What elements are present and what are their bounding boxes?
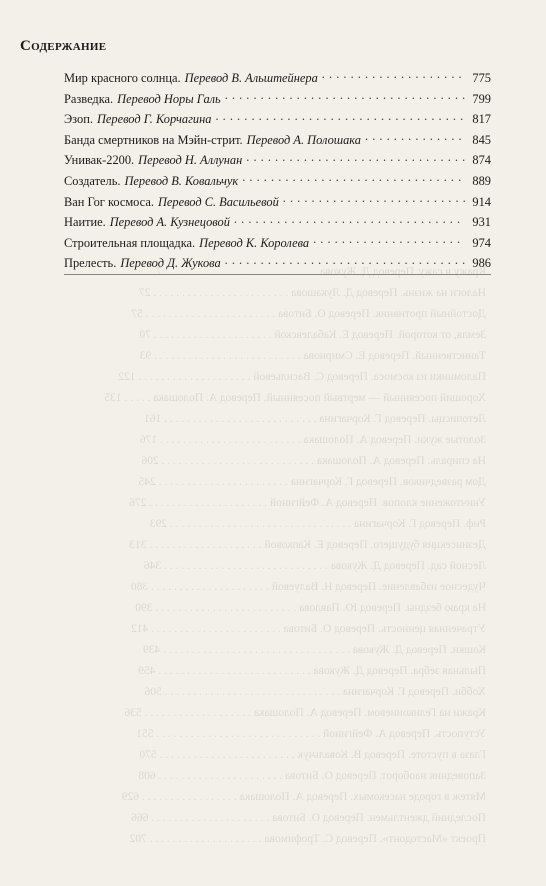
toc-entry[interactable]	[64, 192, 491, 213]
entry-translator: Перевод С. Васильевой	[157, 194, 279, 209]
entry-translator: Перевод Норы Галь	[117, 91, 221, 106]
toc-entry[interactable]	[64, 212, 491, 233]
dot-leader	[322, 68, 465, 82]
entry-translator: Перевод А. Полошака	[246, 132, 361, 147]
entry-page-number: 974	[472, 235, 491, 250]
entry-title: Прелесть.	[64, 256, 117, 271]
entry-page-number: 914	[472, 194, 491, 209]
toc-entry[interactable]	[64, 68, 491, 89]
dot-leader	[215, 109, 465, 123]
entry-title: Мир красного солнца.	[64, 71, 181, 85]
entry-page-number: 889	[472, 173, 491, 188]
entry-page-number: 931	[472, 215, 491, 230]
entry-translator: Перевод В. Альштейнера	[184, 71, 318, 85]
dot-leader	[283, 192, 465, 206]
dot-leader	[365, 130, 465, 144]
entry-title: Разведка.	[64, 91, 114, 106]
entry-title: Унивак-2200.	[64, 153, 135, 168]
entry-title: Банда смертников на Мэйн-стрит.	[64, 132, 243, 147]
entry-page-number: 845	[472, 132, 491, 147]
bleed-through-text: Кражу в сажу. Перевод Д. Жукова . . . . . . . . . . . . . . . . . . . . . . . . . . . 7 Налоги на жизнь. Перевод Д. Лукашова . . . . . . . . . . . . . . . . . . . . . . . . 27 Достойный противник. Перевод О. Битова . . . . . . . . . . . . . . . . . . . . . . . 57 Земля, от которой. Перевод Е. Кабалевской . . . . . . . . . . . . . . . . . . . . . 70 Таинственный. Перевод Е. Смирнова . . . . . . . . . . . . . . . . . . . . . . . . . . 93 Паломники из космоса. Перевод С. Васильевой . . . . . . . . . . . . . . . . . . . . 122 Хороший посеянный — мертвый посеянный. Перевод А. Полошака . . . . . 135 Летописцы. Перевод Г. Корчагина . . . . . . . . . . . . . . . . . . . . . . . . . . . 161 Золотые жуки. Перевод А. Полошака . . . . . . . . . . . . . . . . . . . . . . . . . 176 На спираль. Перевод А. Полошака . . . . . . . . . . . . . . . . . . . . . . . . . . . 206 Дом разведчиков. Перевод Г. Корчагина . . . . . . . . . . . . . . . . . . . . . . . 245 Уничтожение клопов. Перевод А. Фейгиной . . . . . . . . . . . . . . . . . . . . . 276 Риф. Перевод Г. Корчагина . . . . . . . . . . . . . . . . . . . . . . . . . . . . . . . . 293 Дезинсекция будущего. Перевод Е. Капковой . . . . . . . . . . . . . . . . . . . . 313 Лесной сад. Перевод Д. Жукова . . . . . . . . . . . . . . . . . . . . . . . . . . . . . 346 Чудесное избавление. Перевод Н. Валуевой . . . . . . . . . . . . . . . . . . . . . 380 На краю бездны. Перевод Ю. Павлова . . . . . . . . . . . . . . . . . . . . . . . . . 390 Утраченная ценность. Перевод О. Битова . . . . . . . . . . . . . . . . . . . . . . . 412 Кошки. Перевод Д. Жукова . . . . . . . . . . . . . . . . . . . . . . . . . . . . . . . . . 439 Пыльная зебра. Перевод Д. Жукова . . . . . . . . . . . . . . . . . . . . . . . . . . . 459 Хобби. Перевод Г. Корчагина . . . . . . . . . . . . . . . . . . . . . . . . . . . . . . . 506 Кражи на Геликониевом. Перевод А. Полошака . . . . . . . . . . . . . . . . . . . 536 Уступость. Перевод А. Фейгиной . . . . . . . . . . . . . . . . . . . . . . . . . . . . . 551 Глаза в пустоте. Перевод В. Ковальчук . . . . . . . . . . . . . . . . . . . . . . . . 570 Заповедник наоборот. Перевод О. Битова . . . . . . . . . . . . . . . . . . . . . . 608 Мятеж в городе насекомых. Перевод А. Полошака . . . . . . . . . . . . . . . . . 629 Последний джентльмен. Перевод О. Битова . . . . . . . . . . . . . . . . . . . . . 666 Проект «Мастодонт». Перевод С. Трофимова . . . . . . . . . . . . . . . . . . . . 702	[104, 266, 486, 845]
toc-entry[interactable]	[64, 89, 491, 110]
entry-page-number: 775	[472, 71, 491, 85]
toc-entry[interactable]	[64, 253, 491, 274]
toc-entry[interactable]	[64, 150, 491, 171]
entry-title: Создатель.	[64, 173, 121, 188]
toc-entry[interactable]	[64, 109, 491, 130]
entry-page-number: 817	[472, 112, 491, 127]
section-title: Содержание	[20, 38, 107, 54]
toc-entry[interactable]	[64, 233, 491, 254]
dot-leader	[225, 89, 465, 103]
dot-leader	[313, 233, 465, 247]
entry-page-number: 986	[472, 256, 491, 271]
entry-title: Эзоп.	[64, 112, 93, 127]
entry-translator: Перевод К. Королева	[199, 235, 310, 250]
divider	[64, 274, 491, 275]
entry-translator: Перевод А. Кузнецовой	[109, 215, 230, 230]
entry-title: Наитие.	[64, 215, 106, 230]
entry-translator: Перевод В. Ковальчук	[124, 173, 239, 188]
table-of-contents	[64, 68, 491, 274]
toc-entry[interactable]	[64, 171, 491, 192]
entry-page-number: 874	[472, 153, 491, 168]
entry-page-number: 799	[472, 91, 491, 106]
entry-translator: Перевод Н. Аллунан	[138, 153, 243, 168]
dot-leader	[234, 212, 465, 226]
dot-leader	[246, 150, 465, 164]
entry-translator: Перевод Г. Корчагина	[96, 112, 212, 127]
entry-title: Ван Гог космоса.	[64, 194, 154, 209]
dot-leader	[242, 171, 465, 185]
entry-translator: Перевод Д. Жукова	[120, 256, 221, 271]
dot-leader	[225, 253, 465, 267]
entry-title: Строительная площадка.	[64, 235, 196, 250]
toc-entry[interactable]	[64, 130, 491, 151]
